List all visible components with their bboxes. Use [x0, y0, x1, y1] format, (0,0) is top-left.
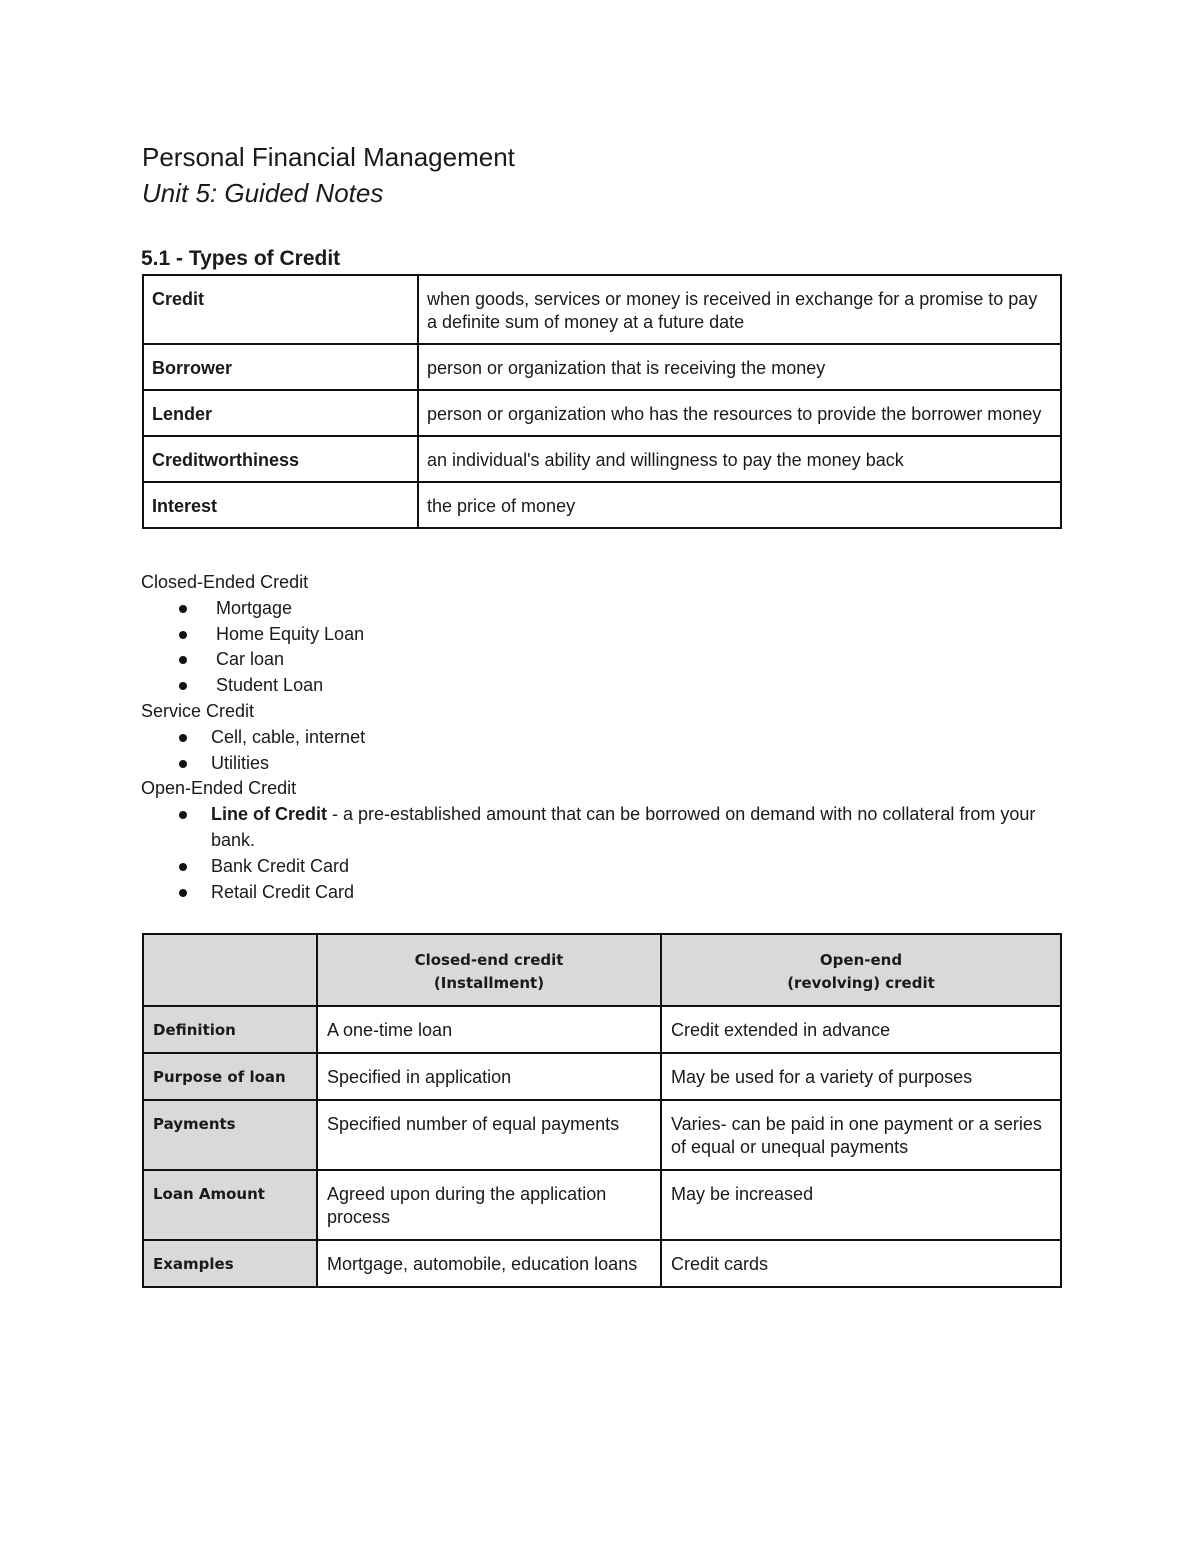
list-item-text: Home Equity Loan	[216, 623, 365, 644]
closed-ended-credit-list	[141, 596, 1041, 699]
definitions-table	[142, 274, 1062, 529]
open-end-cell: May be used for a variety of purposes	[661, 1053, 1061, 1100]
credit-types-lists	[141, 570, 1041, 905]
term-cell: Interest	[143, 482, 418, 528]
bullet-icon	[179, 631, 187, 639]
bullet-icon	[179, 605, 187, 613]
term-cell: Creditworthiness	[143, 436, 418, 482]
open-end-cell: Varies- can be paid in one payment or a series of equal or unequal payments	[661, 1100, 1061, 1170]
document-title: Personal Financial Management	[142, 142, 515, 172]
document-subtitle: Unit 5: Guided Notes	[142, 178, 384, 208]
list-item	[141, 673, 1041, 699]
list-item	[141, 751, 1041, 777]
table-row	[143, 275, 1061, 344]
table-row	[143, 436, 1061, 482]
section-heading: 5.1 - Types of Credit	[141, 247, 341, 270]
closed-end-cell: Agreed upon during the application process	[317, 1170, 661, 1240]
table-header-row	[143, 934, 1061, 1006]
table-row	[143, 1100, 1061, 1170]
row-label: Examples	[143, 1240, 317, 1287]
list-item	[141, 802, 1041, 854]
empty-corner-cell	[143, 934, 317, 1006]
list-item	[141, 596, 1041, 622]
table-row	[143, 1240, 1061, 1287]
list-item	[141, 622, 1041, 648]
bullet-icon	[179, 863, 187, 871]
list-item-text: Car loan	[216, 649, 285, 670]
table-row	[143, 1170, 1061, 1240]
table-row	[143, 1006, 1061, 1053]
open-end-header-line1: Open-end	[819, 951, 903, 969]
closed-ended-credit-label: Closed-Ended Credit	[141, 572, 309, 592]
term-cell: Borrower	[143, 344, 418, 390]
bullet-icon	[179, 656, 187, 664]
open-end-header	[661, 934, 1061, 1006]
definition-cell: person or organization that is receiving the money	[418, 344, 1061, 390]
bullet-icon	[179, 889, 187, 897]
list-item	[141, 647, 1041, 673]
bullet-icon	[179, 811, 187, 819]
comparison-table	[142, 933, 1062, 1288]
list-item	[141, 725, 1041, 751]
table-row	[143, 482, 1061, 528]
term-cell: Lender	[143, 390, 418, 436]
service-credit-label: Service Credit	[141, 700, 255, 721]
closed-end-header	[317, 934, 661, 1006]
closed-end-cell: Mortgage, automobile, education loans	[317, 1240, 661, 1287]
closed-end-header-line1: Closed-end credit	[414, 951, 564, 969]
definition-cell: when goods, services or money is received in exchange for a promise to pay a definite sum of money at a future date	[418, 275, 1061, 344]
row-label: Payments	[143, 1100, 317, 1170]
open-end-header-line2: (revolving) credit	[787, 974, 935, 992]
row-label: Definition	[143, 1006, 317, 1053]
open-ended-credit-list	[141, 802, 1041, 905]
row-label: Purpose of loan	[143, 1053, 317, 1100]
table-row	[143, 390, 1061, 436]
definition-cell: person or organization who has the resources to provide the borrower money	[418, 390, 1061, 436]
list-item	[141, 854, 1041, 880]
term-cell: Credit	[143, 275, 418, 344]
open-end-cell: Credit extended in advance	[661, 1006, 1061, 1053]
table-row	[143, 344, 1061, 390]
closed-end-header-line2: (Installment)	[433, 974, 545, 992]
row-label: Loan Amount	[143, 1170, 317, 1240]
list-item-text: Mortgage	[216, 597, 293, 618]
open-end-cell: Credit cards	[661, 1240, 1061, 1287]
line-of-credit-term: Line of Credit	[211, 804, 327, 825]
table-row	[143, 1053, 1061, 1100]
service-credit-list	[141, 725, 1041, 777]
closed-end-cell: A one-time loan	[317, 1006, 661, 1053]
bullet-icon	[179, 682, 187, 690]
open-end-cell: May be increased	[661, 1170, 1061, 1240]
line-of-credit-description: - a pre-established amount that can be borrowed on demand with no collateral from your bank.	[211, 804, 1036, 850]
list-item-text: Utilities	[211, 752, 270, 773]
bullet-icon	[179, 760, 187, 768]
definition-cell: the price of money	[418, 482, 1061, 528]
open-ended-credit-label: Open-Ended Credit	[141, 778, 297, 799]
list-item	[141, 880, 1041, 906]
definition-cell: an individual's ability and willingness to pay the money back	[418, 436, 1061, 482]
list-item-text: Retail Credit Card	[211, 881, 355, 902]
closed-end-cell: Specified number of equal payments	[317, 1100, 661, 1170]
bullet-icon	[179, 734, 187, 742]
list-item-text: Cell, cable, internet	[211, 726, 366, 747]
list-item-text: Bank Credit Card	[211, 855, 350, 876]
closed-end-cell: Specified in application	[317, 1053, 661, 1100]
list-item-text: Student Loan	[216, 675, 324, 696]
